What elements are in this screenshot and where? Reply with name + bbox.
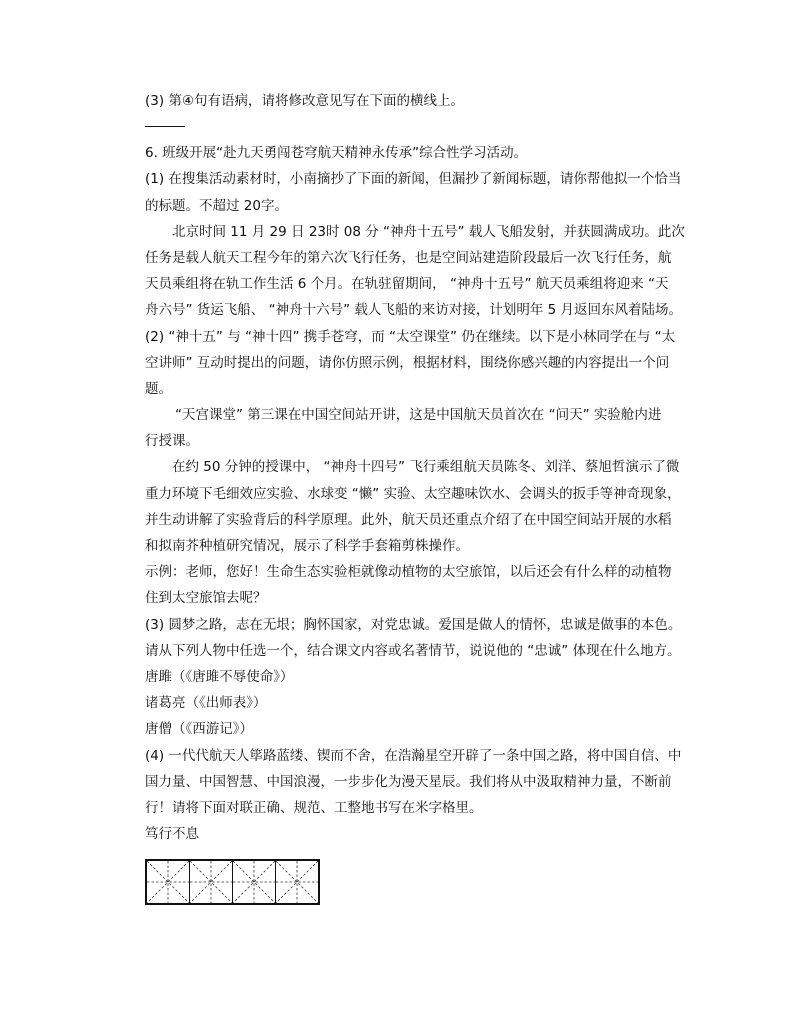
q6-part1-line: 的标题。不超过 20字。	[145, 197, 288, 214]
material-paragraph-line: 并生动讲解了实验背后的科学原理。此外，航天员还重点介绍了在中国空间站开展的水稻	[145, 511, 672, 528]
option-item: 唐雎（《唐雎不辱使命》）	[145, 668, 294, 685]
material-paragraph-line: 重力环境下毛细效应实验、水球变 “懒” 实验、太空趣味饮水、会调头的扳手等神奇现象，	[145, 485, 681, 502]
mizi-guide-lines	[190, 861, 232, 903]
material-paragraph-line: 行授课。	[145, 433, 199, 450]
example-line: 示例：老师，您好！生命生态实验柜就像动植物的太空旅馆，以后还会有什么样的动植物	[145, 564, 672, 581]
q6-part2-line: 题。	[145, 380, 172, 397]
question-3-prompt: (3) 第④句有语病，请将修改意见写在下面的横线上。	[145, 93, 465, 109]
news-paragraph-line: 北京时间 11 月 29 日 23时 08 分 “神舟十五号” 载人飞船发射，并获圆满成功。此次	[172, 223, 685, 240]
material-paragraph-line: 和拟南芥种植研究情况，展示了科学手套箱剪株操作。	[145, 538, 469, 554]
mizi-grid-cell[interactable]	[147, 861, 190, 903]
q6-part1-line: (1) 在搜集活动素材时，小南摘抄了下面的新闻，但漏抄了新闻标题，请你帮他拟一个恰当	[145, 171, 682, 188]
material-paragraph-line: 在约 50 分钟的授课中， “神舟十四号” 飞行乘组航天员陈冬、刘洋、蔡旭哲演示了微	[172, 459, 680, 476]
mizi-guide-lines	[276, 861, 318, 903]
q6-part3-line: 请从下列人物中任选一个，结合课文内容或名著情节，说说他的 “忠诚” 体现在什么地方。	[145, 642, 681, 659]
option-item: 诸葛亮（《出师表》）	[145, 695, 267, 712]
couplet-phrase: 笃行不息	[145, 826, 199, 843]
q6-part4-line: 行！请将下面对联正确、规范、工整地书写在米字格里。	[145, 799, 483, 816]
q6-part4-line: 国力量、中国智慧、中国浪漫，一步步化为漫天星辰。我们将从中汲取精神力量，不断前	[145, 773, 672, 790]
question-6-title: 6. 班级开展“赴九天勇闯苍穹航天精神永传承”综合性学习活动。	[145, 145, 528, 162]
news-paragraph-line: 舟六号” 货运飞船、 “神舟十六号” 载人飞船的来访对接，计划明年 5 月返回东风着陆场。	[145, 302, 683, 319]
mizi-grid-cell[interactable]	[233, 861, 276, 903]
mizi-grid-cell[interactable]	[190, 861, 233, 903]
answer-line[interactable]	[145, 126, 185, 127]
news-paragraph-line: 天员乘组将在轨工作生活 6 个月。在轨驻留期间， “神舟十五号” 航天员乘组将迎来 “天	[145, 276, 669, 293]
q6-part4-line: (4) 一代代航天人筚路蓝缕、锲而不舍，在浩瀚星空开辟了一条中国之路，将中国自信、中	[145, 747, 682, 764]
mizi-guide-lines	[233, 861, 275, 903]
document-page	[145, 88, 693, 847]
q6-part2-line: (2) “神十五” 与 “神十四” 携手苍穹，而 “太空课堂” 仍在继续。以下是小林同学在与 “太	[145, 328, 676, 345]
mizi-writing-grid[interactable]	[145, 859, 320, 905]
mizi-guide-lines	[147, 861, 189, 903]
news-paragraph-line: 任务是载人航天工程今年的第六次飞行任务，也是空间站建造阶段最后一次飞行任务，航	[145, 249, 672, 266]
material-paragraph-line: “天宫课堂” 第三课在中国空间站开讲，这是中国航天员首次在 “问天” 实验舱内进	[175, 407, 662, 424]
q6-part3-line: (3) 圆梦之路，志在无垠；胸怀国家，对党忠诚。爱国是做人的情怀，忠诚是做事的本色。	[145, 616, 682, 633]
q6-part2-line: 空讲师” 互动时提出的问题，请你仿照示例，根据材料，围绕你感兴趣的内容提出一个问	[145, 354, 670, 371]
mizi-grid-cell[interactable]	[276, 861, 318, 903]
example-line: 住到太空旅馆去呢？	[145, 590, 267, 607]
option-item: 唐僧（《西游记》）	[145, 721, 253, 738]
